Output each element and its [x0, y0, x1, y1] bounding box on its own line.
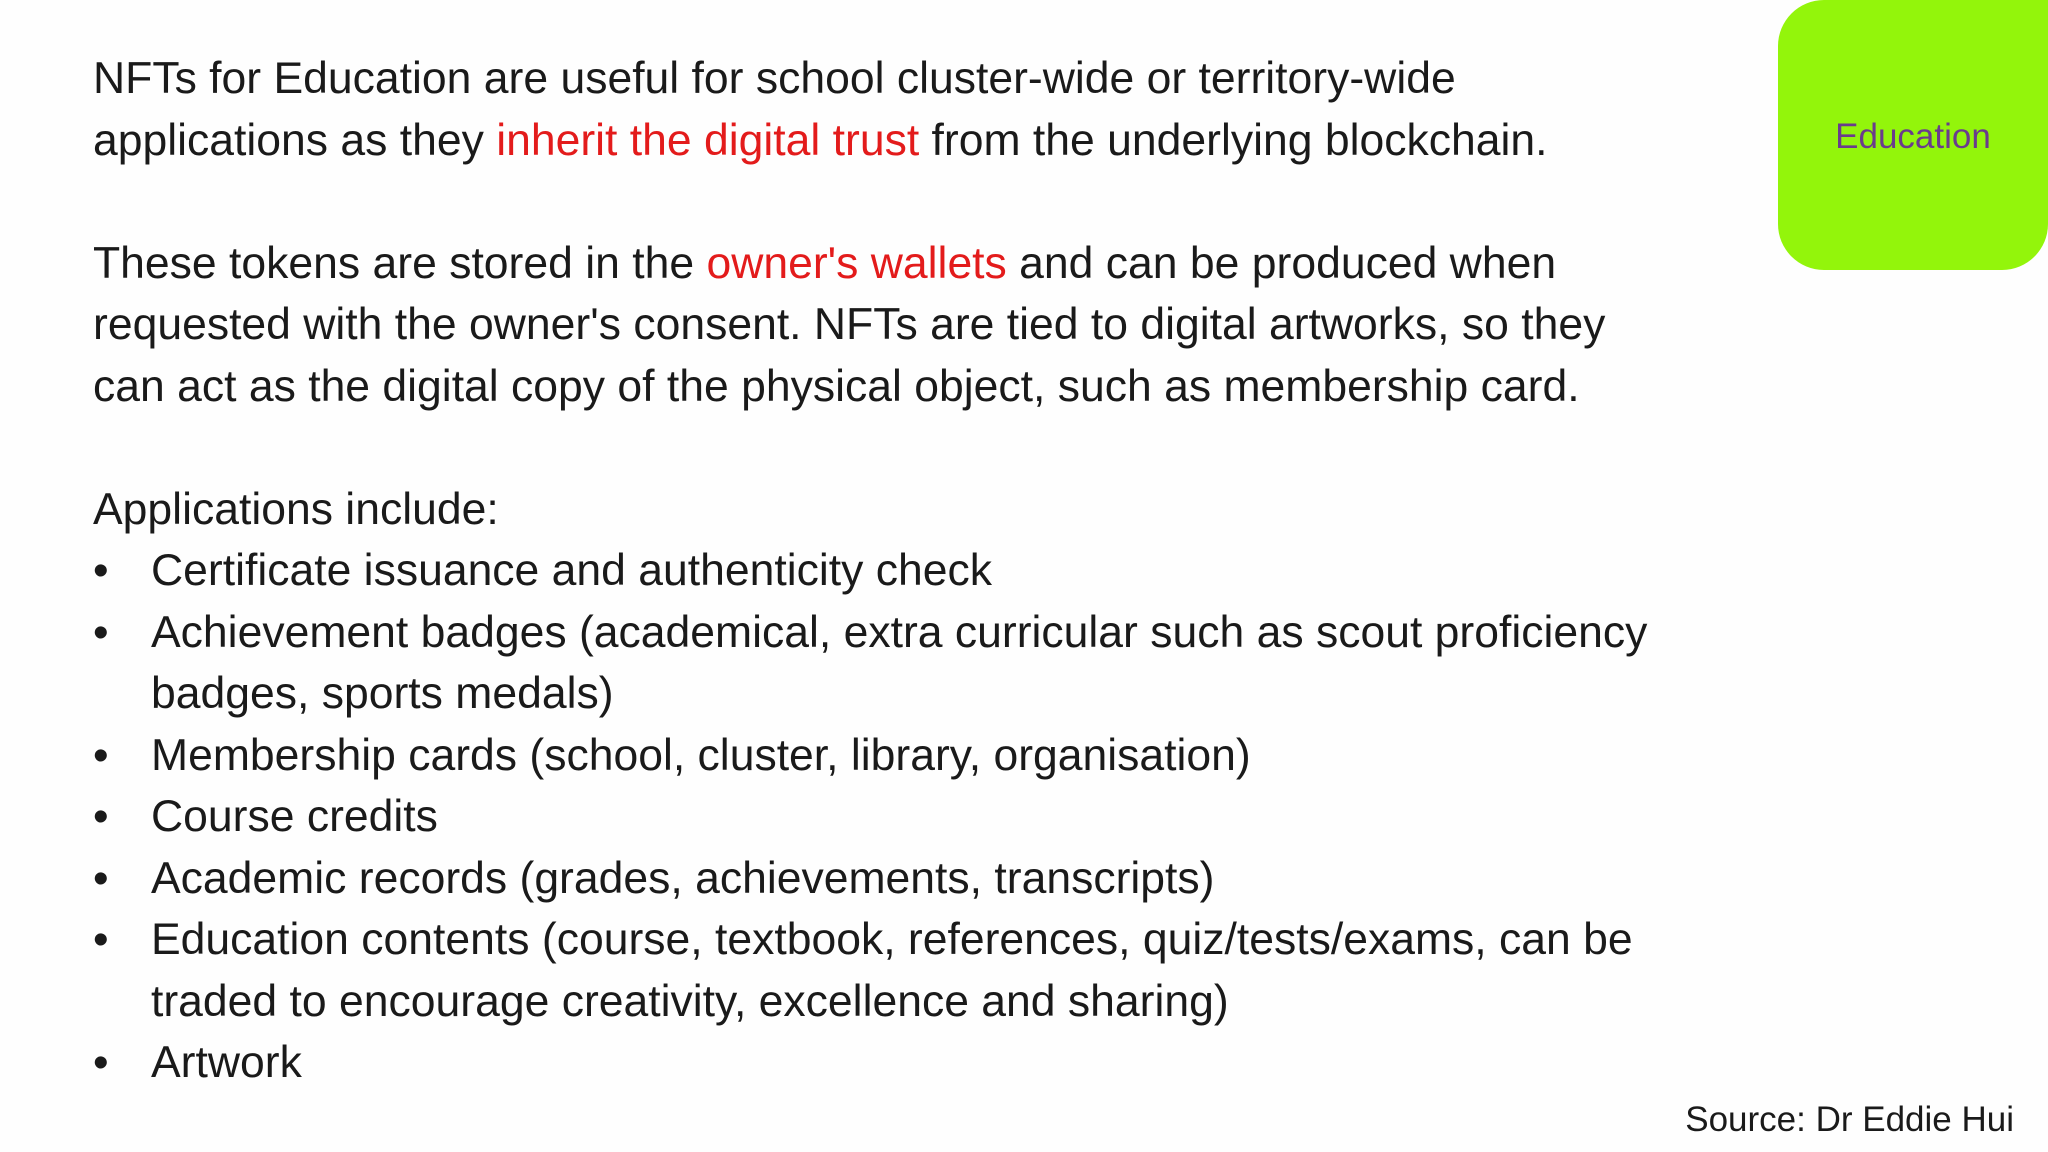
bullet-icon: • — [93, 1038, 109, 1087]
application-item-text: Academic records (grades, achievements, transcripts) — [151, 853, 1215, 903]
application-item — [93, 1032, 1753, 1094]
bullet-icon: • — [93, 915, 109, 964]
bullet-icon: • — [93, 792, 109, 841]
application-item — [93, 540, 1753, 602]
application-item — [93, 848, 1753, 910]
application-item-text: traded to encourage creativity, excellence and sharing) — [151, 976, 1229, 1026]
wallet-paragraph — [93, 233, 1753, 418]
slide-body — [93, 48, 1753, 1094]
applications-heading: Applications include: — [93, 484, 499, 534]
application-item-text: badges, sports medals) — [151, 669, 614, 718]
highlight-owners-wallets: owner's wallets — [706, 238, 1007, 288]
intro-line-2-before: applications as they — [93, 115, 497, 165]
application-item — [93, 602, 1753, 725]
source-credit: Source: Dr Eddie Hui — [1685, 1100, 2014, 1139]
application-item-text: Artwork — [151, 1038, 302, 1087]
intro-line-1: NFTs for Education are useful for school cluster-wide or territory-wide — [93, 54, 1456, 103]
application-item-text: Course credits — [151, 792, 438, 841]
application-item — [93, 786, 1753, 848]
education-tag-label: Education — [1835, 117, 1991, 156]
application-item — [93, 909, 1753, 1032]
highlight-digital-trust: inherit the digital trust — [496, 115, 920, 165]
bullet-icon: • — [93, 546, 109, 595]
intro-line-2-after: from the underlying blockchain. — [919, 115, 1548, 165]
wallet-line-1-before: These tokens are stored in the — [93, 238, 707, 288]
wallet-line-2: requested with the owner's consent. NFTs are tied to digital artworks, so they — [93, 300, 1606, 349]
application-item-text: Certificate issuance and authenticity check — [151, 546, 993, 595]
application-item-text: Membership cards (school, cluster, library, organisation) — [151, 730, 1251, 780]
application-item — [93, 725, 1753, 787]
bullet-icon: • — [93, 607, 109, 657]
application-item-text: Education contents (course, textbook, references, quiz/tests/exams, can be — [151, 915, 1633, 964]
wallet-line-1-after: and can be produced when — [1006, 238, 1557, 288]
spacer — [93, 171, 1753, 233]
intro-paragraph — [93, 48, 1753, 171]
applications-list — [93, 540, 1753, 1094]
spacer — [93, 417, 1753, 479]
wallet-line-3: can act as the digital copy of the physical object, such as membership card. — [93, 361, 1580, 411]
bullet-icon: • — [93, 730, 109, 780]
bullet-icon: • — [93, 853, 109, 903]
application-item-text: Achievement badges (academical, extra curricular such as scout proficiency — [151, 607, 1648, 657]
